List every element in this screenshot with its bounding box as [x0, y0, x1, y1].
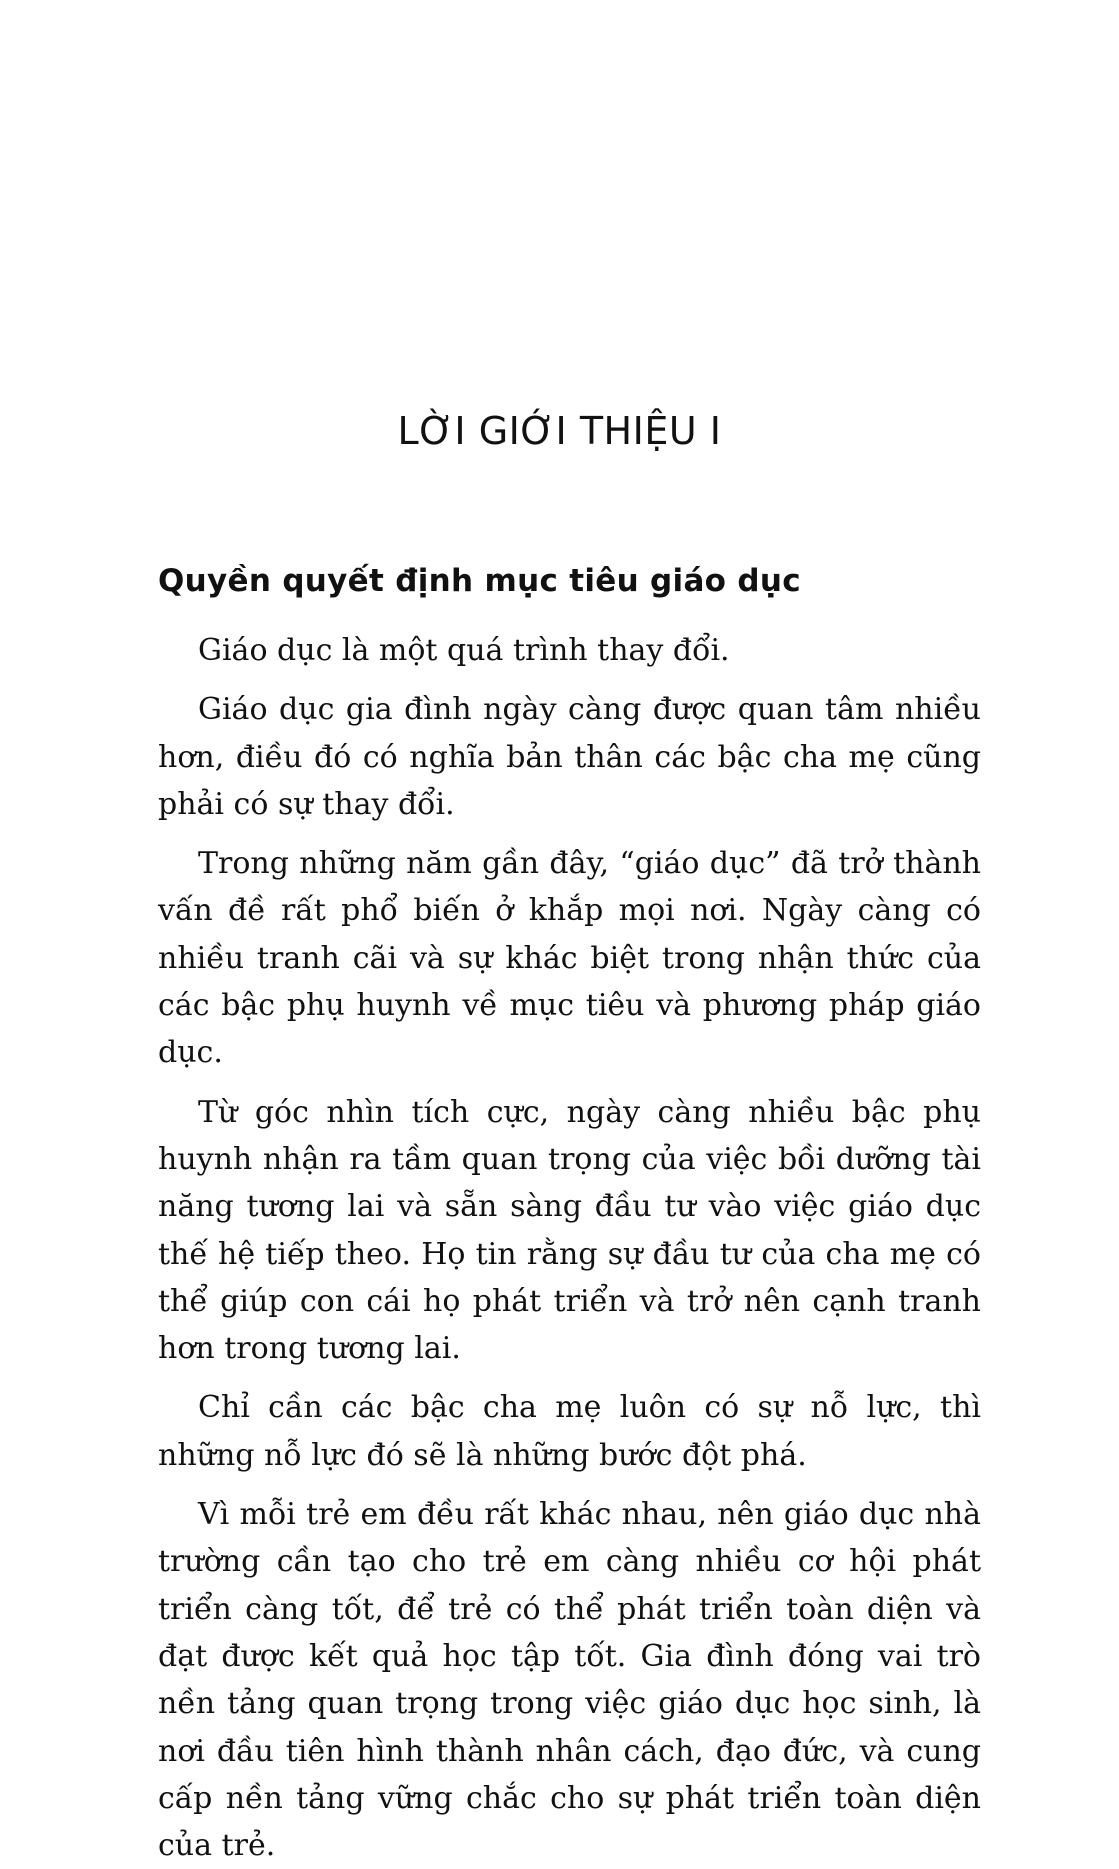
- chapter-title: LỜI GIỚI THIỆU I: [397, 409, 722, 453]
- body-text: [158, 627, 981, 1869]
- section-heading: Quyền quyết định mục tiêu giáo dục: [158, 563, 801, 599]
- paragraph-2: Giáo dục gia đình ngày càng được quan tâm nhiều hơn, điều đó có nghĩa bản thân các bậc cha mẹ cũng phải có sự thay đổi.: [158, 692, 981, 822]
- paragraph-6: Vì mỗi trẻ em đều rất khác nhau, nên giáo dục nhà trường cần tạo cho trẻ em càng nhiều cơ hội phát triển càng tốt, để trẻ có thể phát triển toàn diện và đạt được kết quả học tập tốt. Gia đình đóng vai trò nền tảng quan trọng trong việc giáo dục học sinh, là nơi đầu tiên hình thành nhân cách, đạo đức, và cung cấp nền tảng vững chắc cho sự phát triển toàn diện của trẻ.: [158, 1497, 981, 1864]
- paragraph-1: Giáo dục là một quá trình thay đổi.: [198, 633, 730, 668]
- paragraph-4: Từ góc nhìn tích cực, ngày càng nhiều bậc phụ huynh nhận ra tầm quan trọng của việc bồi dưỡng tài năng tương lai và sẵn sàng đầu tư vào việc giáo dục thế hệ tiếp theo. Họ tin rằng sự đầu tư của cha mẹ có thể giúp con cái họ phát triển và trở nên cạnh tranh hơn trong tương lai.: [158, 1094, 981, 1367]
- paragraph-3: Trong những năm gần đây, “giáo dục” đã trở thành vấn đề rất phổ biến ở khắp mọi nơi. Ngày càng có nhiều tranh cãi và sự khác biệt trong nhận thức của các bậc phụ huynh về mục tiêu và phương pháp giáo dục.: [158, 846, 981, 1071]
- paragraph-5: Chỉ cần các bậc cha mẹ luôn có sự nỗ lực, thì những nỗ lực đó sẽ là những bước đột phá.: [158, 1390, 981, 1473]
